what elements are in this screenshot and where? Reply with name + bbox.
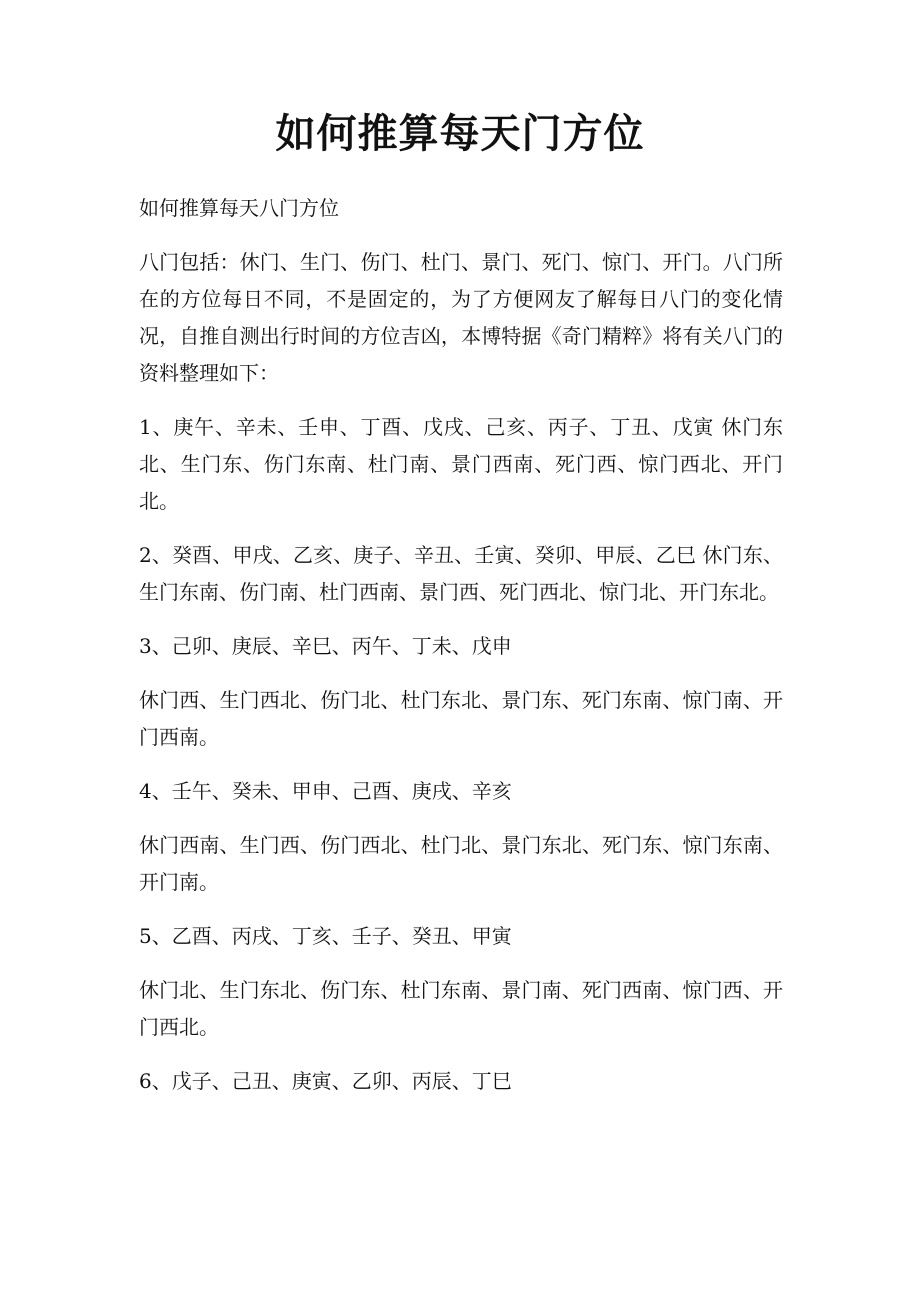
rule-1-paragraph: 1、庚午、辛未、壬申、丁酉、戊戌、己亥、丙子、丁丑、戊寅 休门东北、生门东、伤门东南、杜门南、景门西南、死门西、惊门西北、开门北。 [139,415,783,513]
rule-4-gates-paragraph: 休门西南、生门西、伤门西北、杜门北、景门东北、死门东、惊门东南、开门南。 [139,833,783,894]
page-title: 如何推算每天门方位 [275,110,645,157]
intro-paragraph: 八门包括：休门、生门、伤门、杜门、景门、死门、惊门、开门。八门所在的方位每日不同，不是固定的，为了方便网友了解每日八门的变化情况，自推自测出行时间的方位吉凶，本博特据《奇门精粹》将有关八门的资料整理如下： [139,250,783,385]
subtitle-paragraph: 如何推算每天八门方位 [139,196,339,220]
rule-3-days-paragraph: 3、己卯、庚辰、辛巳、丙午、丁未、戊申 [139,634,512,658]
rule-2-paragraph: 2、癸酉、甲戌、乙亥、庚子、辛丑、壬寅、癸卯、甲辰、乙巳 休门东、生门东南、伤门南、杜门西南、景门西、死门西北、惊门北、开门东北。 [139,543,783,604]
rule-3-gates-paragraph: 休门西、生门西北、伤门北、杜门东北、景门东、死门东南、惊门南、开门西南。 [139,688,783,749]
document-body [139,190,783,1117]
rule-5-gates-paragraph: 休门北、生门东北、伤门东、杜门东南、景门南、死门西南、惊门西、开门西北。 [139,978,783,1039]
rule-5-days-paragraph: 5、乙酉、丙戌、丁亥、壬子、癸丑、甲寅 [139,924,512,948]
rule-6-days-paragraph: 6、戊子、己丑、庚寅、乙卯、丙辰、丁巳 [139,1069,512,1093]
rule-4-days-paragraph: 4、壬午、癸未、甲申、己酉、庚戌、辛亥 [139,779,512,803]
